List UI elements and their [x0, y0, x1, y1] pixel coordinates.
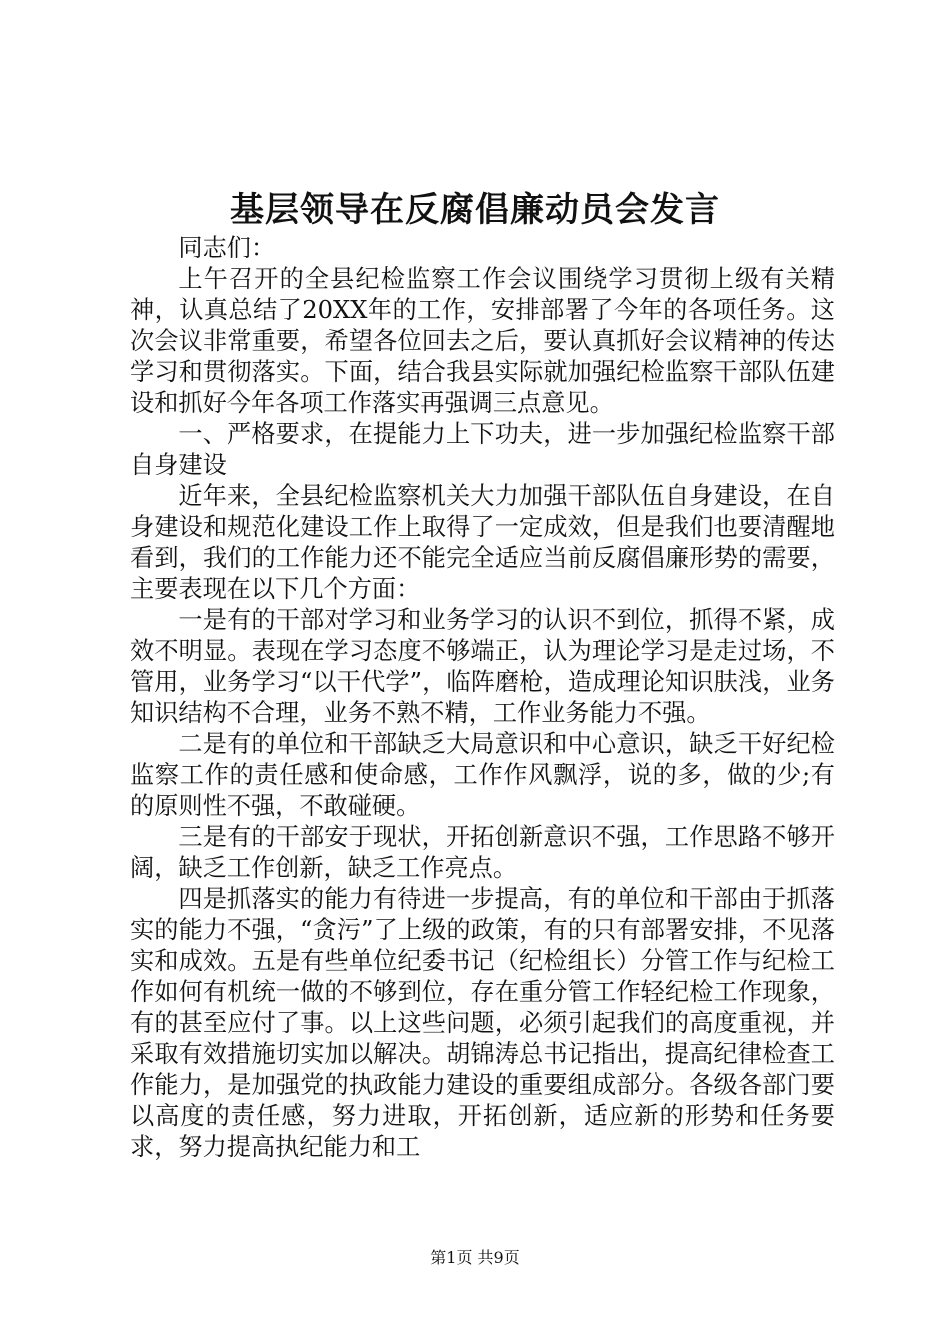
- document-title: 基层领导在反腐倡廉动员会发言: [230, 190, 720, 230]
- overview-paragraph: 近年来，全县纪检监察机关大力加强干部队伍自身建设，在自身建设和规范化建设工作上取得了一定成效，但是我们也要清醒地看到，我们的工作能力还不能完全适应当前反腐倡廉形势的需要，主要表现在以下几个方面：: [130, 482, 835, 603]
- point-one-paragraph: 一是有的干部对学习和业务学习的认识不到位，抓得不紧，成效不明显。表现在学习态度不够端正，认为理论学习是走过场，不管用，业务学习“以干代学”，临阵磨枪，造成理论知识肤浅，业务知识结构不合理，业务不熟不精，工作业务能力不强。: [130, 606, 835, 727]
- point-two-paragraph: 二是有的单位和干部缺乏大局意识和中心意识，缺乏干好纪检监察工作的责任感和使命感，工作作风飘浮，说的多，做的少;有的原则性不强，不敢碰硬。: [130, 730, 835, 820]
- document-body: [130, 233, 835, 1163]
- page-number-footer: 第1页 共9页: [430, 1248, 520, 1267]
- salutation-paragraph: 同志们：: [178, 234, 276, 262]
- section-heading-paragraph: 一、严格要求，在提能力上下功夫，进一步加强纪检监察干部自身建设: [130, 420, 835, 479]
- point-three-paragraph: 三是有的干部安于现状，开拓创新意识不强，工作思路不够开阔，缺乏工作创新，缺乏工作亮点。: [130, 823, 835, 882]
- intro-paragraph: 上午召开的全县纪检监察工作会议围绕学习贯彻上级有关精神，认真总结了20XX年的工作，安排部署了今年的各项任务。这次会议非常重要，希望各位回去之后，要认真抓好会议精神的传达学习和贯彻落实。下面，结合我县实际就加强纪检监察干部队伍建设和抓好今年各项工作落实再强调三点意见。: [130, 265, 835, 417]
- point-four-paragraph: 四是抓落实的能力有待进一步提高，有的单位和干部由于抓落实的能力不强，“贪污”了上级的政策，有的只有部署安排，不见落实和成效。五是有些单位纪委书记（纪检组长）分管工作与纪检工作如何有机统一做的不够到位，存在重分管工作轻纪检工作现象，有的甚至应付了事。以上这些问题，必须引起我们的高度重视，并采取有效措施切实加以解决。胡锦涛总书记指出，提高纪律检查工作能力，是加强党的执政能力建设的重要组成部分。各级各部门要以高度的责任感，努力进取，开拓创新，适应新的形势和任务要求，努力提高执纪能力和工: [130, 885, 835, 1161]
